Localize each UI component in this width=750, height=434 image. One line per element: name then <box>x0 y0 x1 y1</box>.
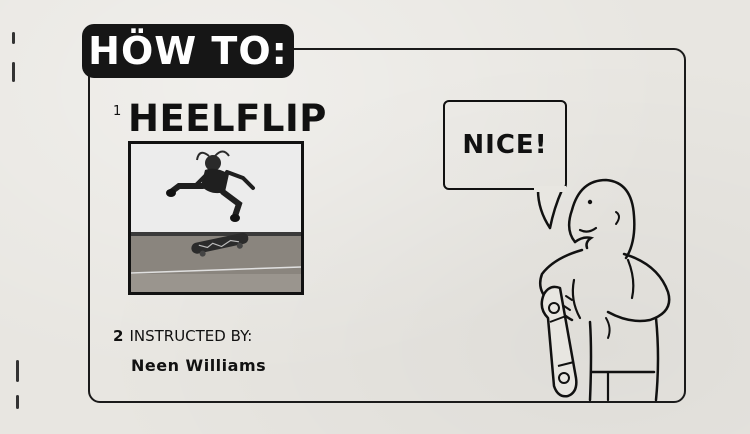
skater-photo-icon <box>131 144 301 292</box>
instructed-by-text: INSTRUCTED BY: <box>129 327 253 345</box>
step-1-number: 1 <box>113 104 122 119</box>
instructor-label <box>113 327 252 345</box>
binding-mark <box>16 360 19 382</box>
binding-mark <box>16 395 19 409</box>
speech-bubble-text: NICE! <box>462 130 548 160</box>
instructor-name: Neen Williams <box>131 356 267 375</box>
how-to-title: HÖW TO: <box>82 24 294 78</box>
heelflip-photo <box>128 141 304 295</box>
step-1-title: HEELFLIP <box>128 97 327 140</box>
cartoon-person-holding-skateboard-icon <box>520 150 690 405</box>
binding-mark <box>12 32 15 44</box>
step-2-number: 2 <box>113 327 124 345</box>
binding-mark <box>12 62 15 82</box>
